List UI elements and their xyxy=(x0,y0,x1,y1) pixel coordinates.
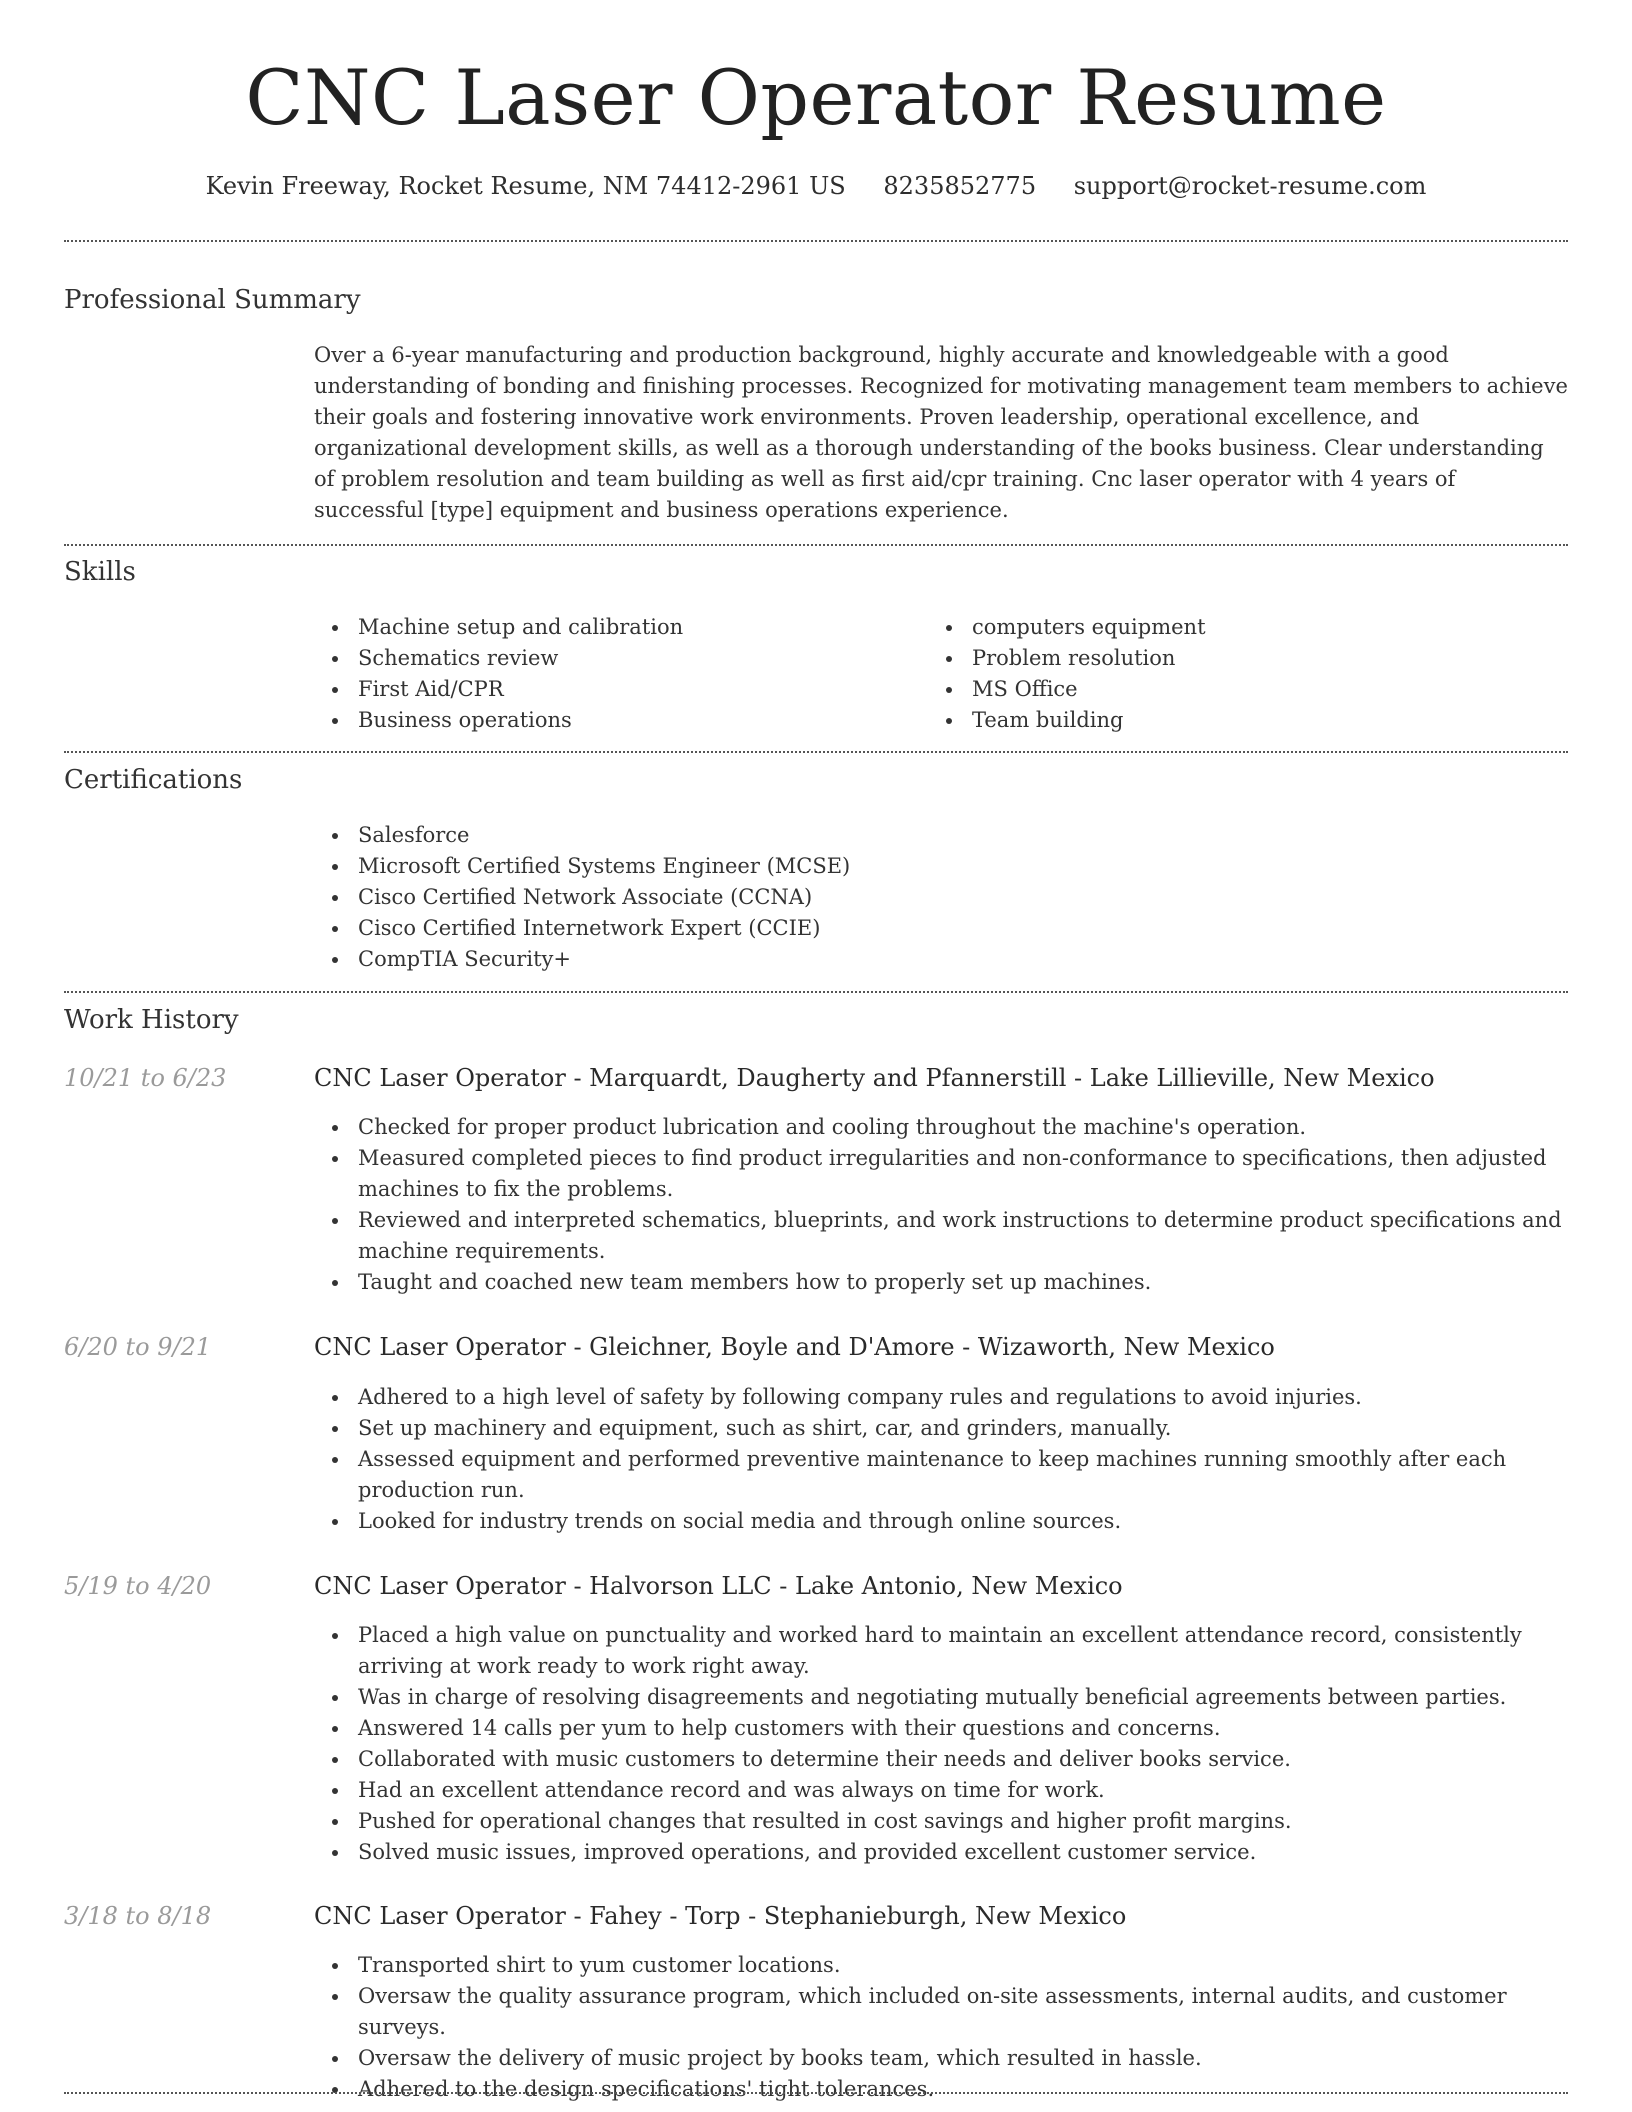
summary-text: Over a 6-year manufacturing and production background, highly accurate and knowledgeable with a good understanding of bonding and finishing processes. Recognized for motivating management team members to achieve their goals and fostering innovative work environments. Proven leadership, operational excellence, and organizational development skills, as well as a thorough understanding of the books business. Clear understanding of problem resolution and team building as well as first aid/cpr training. Cnc laser operator with 4 years of successful [type] equipment and business operations experience. xyxy=(314,343,1568,522)
job-bullet: Placed a high value on punctuality and worked hard to maintain an excellent attendance record, consistently arriving at work ready to work right away. xyxy=(314,1620,1568,1682)
divider xyxy=(64,2092,1568,2094)
job-bullet: Transported shirt to yum customer locations. xyxy=(314,1950,1568,1981)
job-bullets xyxy=(314,1112,1568,1298)
contact-address: Kevin Freeway, Rocket Resume, NM 74412-2961 US xyxy=(205,172,846,200)
contact-line xyxy=(64,170,1568,202)
certification-item: CompTIA Security+ xyxy=(314,944,1568,975)
job-bullet: Reviewed and interpreted schematics, blueprints, and work instructions to determine product specifications and machine requirements. xyxy=(314,1205,1568,1267)
skill-item: Team building xyxy=(928,705,1528,736)
job-bullet: Checked for proper product lubrication and cooling throughout the machine's operation. xyxy=(314,1112,1568,1143)
job-bullets xyxy=(314,1620,1568,1868)
summary-heading: Professional Summary xyxy=(64,285,361,315)
contact-email[interactable]: support@rocket-resume.com xyxy=(1073,172,1427,200)
job-bullet: Collaborated with music customers to determine their needs and deliver books service. xyxy=(314,1744,1568,1775)
skills-heading: Skills xyxy=(64,557,136,587)
certification-item: Microsoft Certified Systems Engineer (MCSE) xyxy=(314,851,1568,882)
job-bullet: Assessed equipment and performed preventive maintenance to keep machines running smoothly after each production run. xyxy=(314,1444,1568,1506)
certifications-heading: Certifications xyxy=(64,765,243,795)
job-bullet: Taught and coached new team members how to properly set up machines. xyxy=(314,1267,1568,1298)
divider xyxy=(64,240,1568,242)
skill-item: MS Office xyxy=(928,674,1528,705)
job-bullet: Pushed for operational changes that resulted in cost savings and higher profit margins. xyxy=(314,1806,1568,1837)
resume-title: CNC Laser Operator Resume xyxy=(245,53,1387,142)
skill-item: computers equipment xyxy=(928,612,1528,643)
skill-item: Machine setup and calibration xyxy=(314,612,914,643)
job-dates: 10/21 to 6/23 xyxy=(64,1064,227,1092)
job-bullet: Had an excellent attendance record and was always on time for work. xyxy=(314,1775,1568,1806)
contact-phone: 8235852775 xyxy=(883,172,1037,200)
divider xyxy=(64,991,1568,993)
skills-list-right xyxy=(928,612,1528,736)
job-bullet: Adhered to a high level of safety by following company rules and regulations to avoid injuries. xyxy=(314,1382,1568,1413)
skill-item: Schematics review xyxy=(314,643,914,674)
divider xyxy=(64,544,1568,546)
certification-item: Cisco Certified Internetwork Expert (CCIE) xyxy=(314,913,1568,944)
work-history-heading: Work History xyxy=(64,1005,239,1035)
job-bullet: Adhered to the design specifications' tight tolerances. xyxy=(314,2074,1568,2105)
job-bullet: Oversaw the delivery of music project by books team, which resulted in hassle. xyxy=(314,2043,1568,2074)
job-bullet: Answered 14 calls per yum to help customers with their questions and concerns. xyxy=(314,1713,1568,1744)
job-bullet: Set up machinery and equipment, such as shirt, car, and grinders, manually. xyxy=(314,1413,1568,1444)
certification-item: Salesforce xyxy=(314,820,1568,851)
certifications-list xyxy=(314,820,1568,975)
job-bullet: Was in charge of resolving disagreements and negotiating mutually beneficial agreements between parties. xyxy=(314,1682,1568,1713)
job-bullet: Oversaw the quality assurance program, which included on-site assessments, internal audits, and customer surveys. xyxy=(314,1981,1568,2043)
divider xyxy=(64,751,1568,753)
job-bullets xyxy=(314,1382,1568,1537)
job-title: CNC Laser Operator - Gleichner, Boyle and D'Amore - Wizaworth, New Mexico xyxy=(314,1333,1275,1361)
job-bullet: Measured completed pieces to find product irregularities and non-conformance to specifications, then adjusted machines to fix the problems. xyxy=(314,1143,1568,1205)
skill-item: Business operations xyxy=(314,705,914,736)
skill-item: First Aid/CPR xyxy=(314,674,914,705)
job-dates: 6/20 to 9/21 xyxy=(64,1333,212,1361)
job-dates: 5/19 to 4/20 xyxy=(64,1572,212,1600)
skills-list-left xyxy=(314,612,914,736)
job-title: CNC Laser Operator - Halvorson LLC - Lake Antonio, New Mexico xyxy=(314,1572,1123,1600)
job-bullet: Looked for industry trends on social media and through online sources. xyxy=(314,1506,1568,1537)
job-title: CNC Laser Operator - Marquardt, Daugherty and Pfannerstill - Lake Lillieville, New Mexico xyxy=(314,1064,1435,1092)
skill-item: Problem resolution xyxy=(928,643,1528,674)
job-dates: 3/18 to 8/18 xyxy=(64,1902,212,1930)
certification-item: Cisco Certified Network Associate (CCNA) xyxy=(314,882,1568,913)
job-bullet: Solved music issues, improved operations, and provided excellent customer service. xyxy=(314,1837,1568,1868)
job-bullets xyxy=(314,1950,1568,2105)
job-title: CNC Laser Operator - Fahey - Torp - Stephanieburgh, New Mexico xyxy=(314,1902,1127,1930)
